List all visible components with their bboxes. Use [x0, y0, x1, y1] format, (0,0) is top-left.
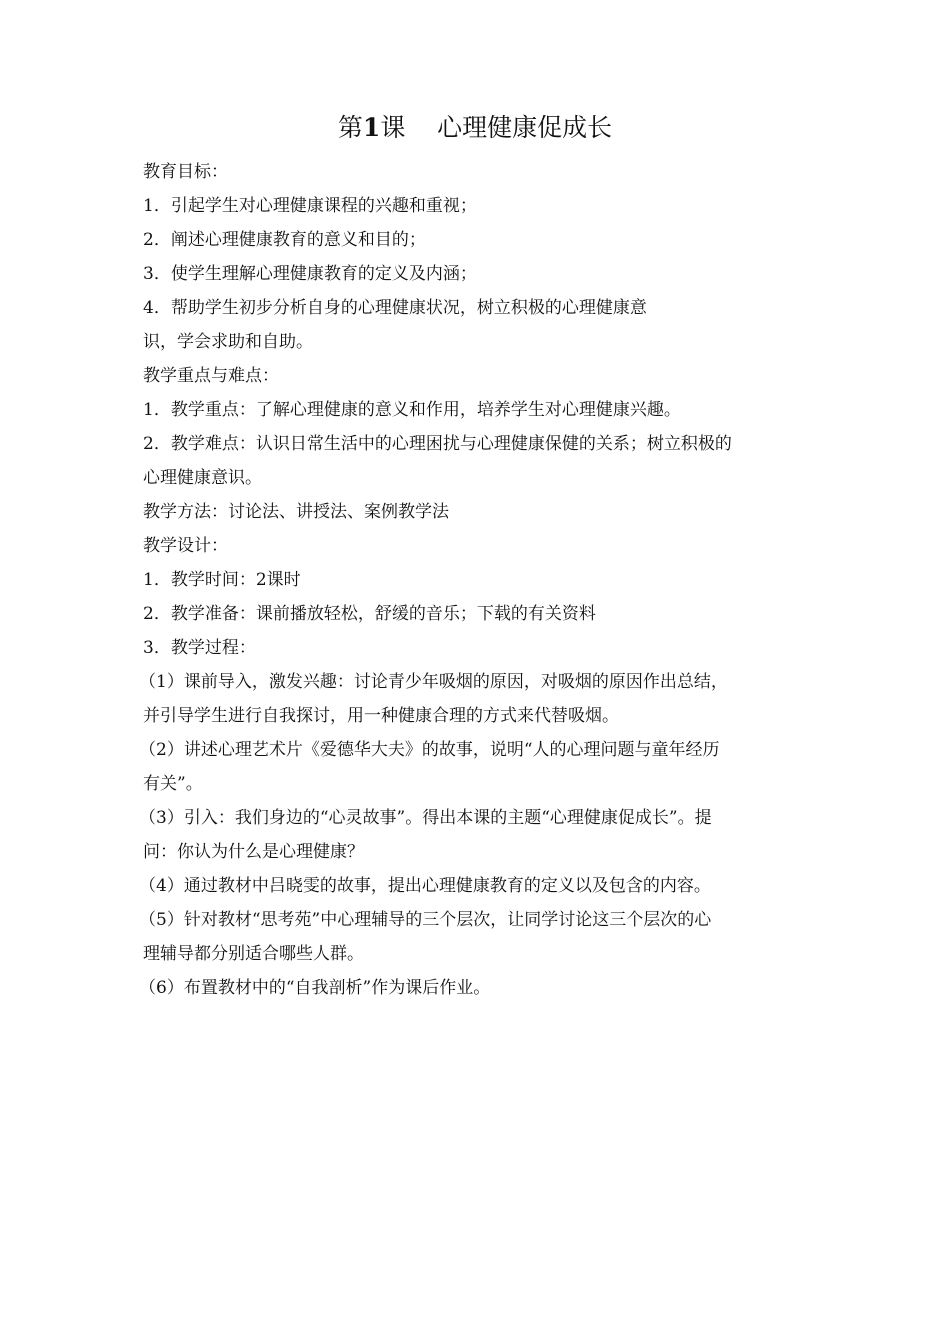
goal-item: 3．使学生理解心理健康教育的定义及内涵；	[143, 264, 477, 284]
process-step-continuation: 问：你认为什么是心理健康？	[143, 842, 364, 862]
process-step-continuation: 并引导学生进行自我探讨，用一种健康合理的方式来代替吸烟。	[143, 706, 619, 726]
page-title	[0, 108, 950, 148]
process-step: （1）课前导入，激发兴趣：讨论青少年吸烟的原因，对吸烟的原因作出总结，	[139, 672, 728, 692]
process-step: （3）引入：我们身边的“心灵故事”。得出本课的主题“心理健康促成长”。提	[139, 808, 712, 828]
section-heading-goals: 教育目标：	[143, 162, 228, 182]
document-body	[139, 155, 811, 1005]
process-step: （2）讲述心理艺术片《爱德华大夫》的故事，说明“人的心理问题与童年经历	[139, 740, 720, 760]
title-prefix: 第	[337, 113, 363, 142]
process-step: （5）针对教材“思考苑”中心理辅导的三个层次，让同学讨论这三个层次的心	[139, 910, 712, 930]
title-suffix: 课 心理健康促成长	[380, 113, 613, 142]
process-step: （6）布置教材中的“自我剖析”作为课后作业。	[139, 978, 491, 998]
goal-item: 1．引起学生对心理健康课程的兴趣和重视；	[143, 196, 477, 216]
process-step: （4）通过教材中吕晓雯的故事，提出心理健康教育的定义以及包含的内容。	[139, 876, 711, 896]
design-item: 3．教学过程：	[143, 638, 256, 658]
design-item: 2．教学准备：课前播放轻松，舒缓的音乐；下载的有关资料	[143, 604, 596, 624]
goal-item: 4．帮助学生初步分析自身的心理健康状况，树立积极的心理健康意	[143, 298, 647, 318]
goal-item-continuation: 识，学会求助和自助。	[143, 332, 313, 352]
key-point-item: 2．教学难点：认识日常生活中的心理困扰与心理健康保健的关系；树立积极的	[143, 434, 732, 454]
teaching-methods: 教学方法：讨论法、讲授法、案例教学法	[143, 502, 449, 522]
key-point-item: 1．教学重点：了解心理健康的意义和作用，培养学生对心理健康兴趣。	[143, 400, 681, 420]
key-point-item-continuation: 心理健康意识。	[143, 468, 262, 488]
lesson-number: 1	[362, 113, 381, 142]
section-heading-key-points: 教学重点与难点：	[143, 366, 279, 386]
process-step-continuation: 有关”。	[143, 774, 203, 794]
design-item: 1．教学时间：2课时	[143, 570, 301, 590]
section-heading-design: 教学设计：	[143, 536, 228, 556]
goal-item: 2．阐述心理健康教育的意义和目的；	[143, 230, 426, 250]
process-step-continuation: 理辅导都分别适合哪些人群。	[143, 944, 364, 964]
